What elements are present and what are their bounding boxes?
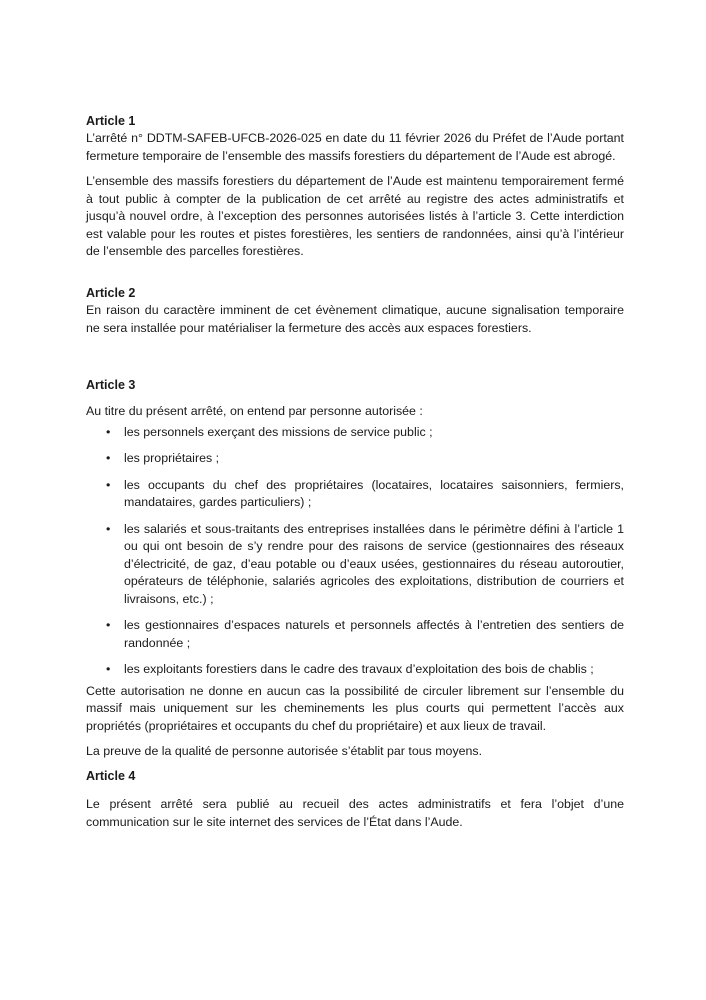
list-item	[86, 661, 624, 679]
article-3-paragraph-2: La preuve de la qualité de personne autorisée s’établit par tous moyens.	[86, 744, 483, 758]
article-4-title: Article 4	[86, 769, 136, 783]
bullet-icon: •	[106, 662, 111, 676]
article-2-paragraph-1: En raison du caractère imminent de cet évènement climatique, aucune signalisation temporaire ne sera installée pour matérialiser la fermeture des accès aux espaces forestiers.	[86, 303, 624, 335]
list-item	[86, 477, 624, 512]
list-item	[86, 617, 624, 652]
article-2	[86, 285, 624, 337]
article-4	[86, 768, 624, 831]
article-1-paragraph-2: L’ensemble des massifs forestiers du département de l’Aude est maintenu temporairement fermé à tout public à compter de la publication de cet arrêté au registre des actes administratifs et jusqu’à nouvel ordre, à l’exception des personnes autorisées listés à l’article 3. Cette interdiction est valable pour les routes et pistes forestières, les sentiers de randonnées, ainsi qu’à l’intérieur de l’ensemble des parcelles forestières.	[86, 174, 624, 258]
article-1-title: Article 1	[86, 114, 136, 128]
bullet-icon: •	[106, 618, 111, 632]
list-item	[86, 450, 624, 468]
bullet-icon: •	[106, 521, 111, 536]
list-item	[86, 424, 624, 442]
list-item	[86, 521, 624, 609]
bullet-icon: •	[106, 424, 111, 439]
bullet-icon: •	[106, 477, 111, 492]
authorized-persons-list	[86, 424, 624, 679]
list-item-text: les propriétaires ;	[124, 451, 220, 465]
list-item-text: les gestionnaires d’espaces naturels et personnels affectés à l’entretien des sentiers de randonnée ;	[124, 618, 624, 650]
list-item-text: les personnels exerçant des missions de service public ;	[124, 424, 433, 439]
article-4-paragraph-1: Le présent arrêté sera publié au recueil des actes administratifs et fera l’objet d’une communication sur le site internet des services de l’État dans l’Aude.	[86, 797, 624, 829]
article-3	[86, 377, 624, 761]
article-1-paragraph-1: L’arrêté n° DDTM-SAFEB-UFCB-2026-025 en date du 11 février 2026 du Préfet de l’Aude portant fermeture temporaire de l’ensemble des massifs forestiers du département de l’Aude est abrogé.	[86, 131, 624, 163]
bullet-icon: •	[106, 451, 111, 465]
article-3-paragraph-1: Cette autorisation ne donne en aucun cas la possibilité de circuler librement sur l’ensemble du massif mais uniquement sur les cheminements les plus courts qui permettent l’accès aux propriétés (propriétaires et occupants du chef du propriétaire) et aux lieux de travail.	[86, 683, 624, 733]
article-3-title: Article 3	[86, 378, 136, 392]
article-1	[86, 113, 624, 261]
list-item-text: les exploitants forestiers dans le cadre des travaux d’exploitation des bois de chablis ;	[124, 662, 594, 676]
article-3-intro: Au titre du présent arrêté, on entend par personne autorisée :	[86, 404, 423, 418]
article-2-title: Article 2	[86, 286, 136, 300]
list-item-text: les salariés et sous-traitants des entreprises installées dans le périmètre défini à l’article 1 ou qui ont besoin de s’y rendre pour des raisons de service (gestionnaires des réseaux d’électricité, de gaz, d’eau potable ou d’eaux usées, gestionnaires du réseau autoroutier, opérateurs de téléphonie, salariés agricoles des exploitations, distribution de courriers et livraisons, etc.) ;	[124, 521, 624, 606]
list-item-text: les occupants du chef des propriétaires (locataires, locataires saisonniers, fermiers, mandataires, gardes particuliers) ;	[124, 477, 624, 509]
